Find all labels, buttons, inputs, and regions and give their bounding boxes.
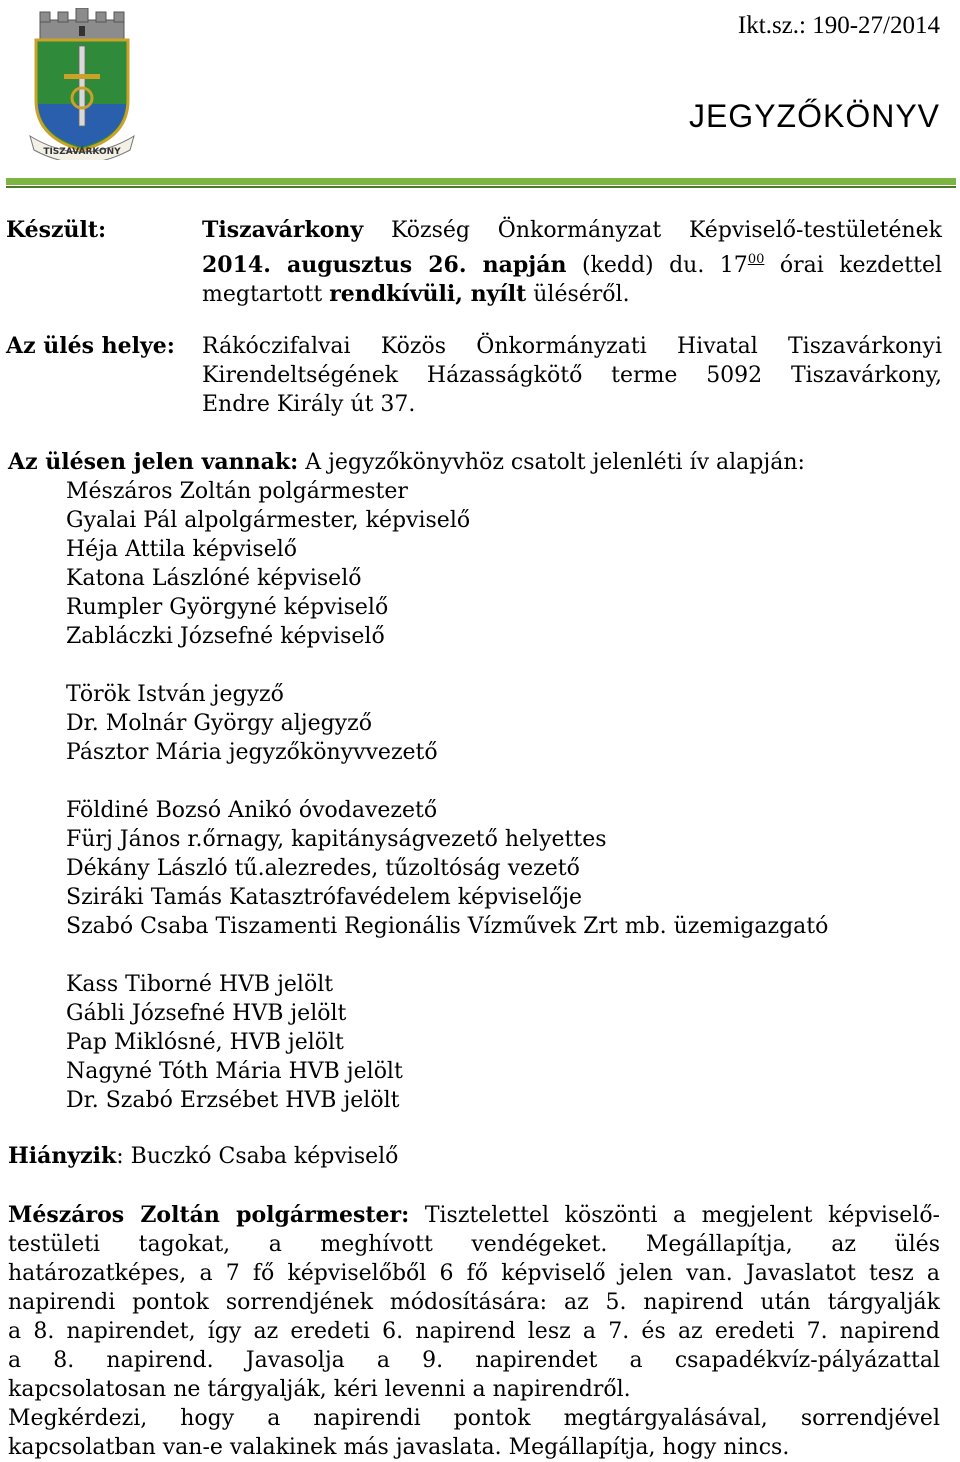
- list-item: Nagyné Tóth Mária HVB jelölt: [66, 1059, 403, 1084]
- place-label: Az ülés helye:: [6, 333, 175, 359]
- attendees-heading: Az ülésen jelen vannak: A jegyzőkönyvhöz csatolt jelenléti ív alapján:: [8, 449, 805, 475]
- list-item: Rumpler Györgyné képviselő: [66, 595, 389, 620]
- mayor-statement: [8, 1201, 940, 1462]
- place-value: [202, 332, 942, 419]
- statement-line: kapcsolatban van-e valakinek más javaslata. Megállapítja, hogy nincs.: [8, 1435, 790, 1460]
- list-item: Sziráki Tamás Katasztrófavédelem képviselője: [66, 885, 583, 910]
- list-item: Dr. Szabó Erzsébet HVB jelölt: [66, 1088, 400, 1113]
- reference-number: Ikt.sz.: 190-27/2014: [737, 12, 940, 39]
- statement-line: kapcsolatosan ne tárgyalják, kéri levenni a napirendről.: [8, 1377, 631, 1402]
- statement-line: a 8. napirend. Javasolja a 9. napirendet a csapadékvíz-pályázattal: [8, 1348, 940, 1373]
- place-line-2: Kirendeltségének Házasságkötő terme 5092 Tiszavárkony,: [202, 363, 942, 388]
- list-item: Pásztor Mária jegyzőkönyvvezető: [66, 740, 438, 765]
- list-item: Török István jegyző: [66, 682, 284, 707]
- statement-line: a 8. napirendet, így az eredeti 6. napirend lesz a 7. és az eredeti 7. napirend: [8, 1319, 940, 1344]
- place-line-1: Rákóczifalvai Közös Önkormányzati Hivatal Tiszavárkonyi: [202, 334, 942, 359]
- document-title: JEGYZŐKÖNYV: [688, 98, 940, 134]
- list-item: Gyalai Pál alpolgármester, képviselő: [66, 508, 471, 533]
- place-line-3: Endre Király út 37.: [202, 392, 416, 417]
- list-item: Földiné Bozsó Anikó óvodavezető: [66, 798, 438, 823]
- list-item: Dékány László tű.alezredes, tűzoltóság vezető: [66, 856, 580, 881]
- statement-line: Mészáros Zoltán polgármester: Tisztelettel köszönti a megjelent képviselő-: [8, 1202, 940, 1228]
- list-item: Szabó Csaba Tiszamenti Regionális Vízművek Zrt mb. üzemigazgató: [66, 914, 829, 939]
- svg-text:TISZAVÁRKONY: TISZAVÁRKONY: [43, 147, 121, 157]
- list-item: Mészáros Zoltán polgármester: [66, 479, 408, 504]
- statement-line: Megkérdezi, hogy a napirendi pontok megtárgyalásával, sorrendjével: [8, 1406, 940, 1431]
- list-item: Dr. Molnár György aljegyző: [66, 711, 372, 736]
- statement-line: határozatképes, a 7 fő képviselőből 6 fő képviselő jelen van. Javaslatot tesz a: [8, 1261, 940, 1286]
- list-item: Gábli Józsefné HVB jelölt: [66, 1001, 347, 1026]
- municipality-crest-logo: [26, 8, 138, 160]
- header-divider: [6, 178, 956, 185]
- made-line-3: megtartott rendkívüli, nyílt üléséről.: [202, 281, 630, 307]
- attendees-section: [8, 448, 944, 1115]
- list-item: Kass Tiborné HVB jelölt: [66, 972, 334, 997]
- list-item: Katona Lászlóné képviselő: [66, 566, 362, 591]
- made-line-1: Tiszavárkony Község Önkormányzat Képviselő-testületének: [202, 217, 942, 243]
- list-item: Fürj János r.őrnagy, kapitányságvezető helyettes: [66, 827, 607, 852]
- list-item: Zabláczki Józsefné képviselő: [66, 624, 385, 649]
- list-item: Pap Miklósné, HVB jelölt: [66, 1030, 344, 1055]
- statement-line: napirendi pontok sorrendjének módosítására: az 5. napirend után tárgyalják: [8, 1290, 940, 1315]
- list-item: Héja Attila képviselő: [66, 537, 297, 562]
- absent-line: Hiányzik: Buczkó Csaba képviselő: [8, 1143, 399, 1169]
- made-label: Készült:: [6, 217, 107, 243]
- attendees-list: [66, 477, 944, 1115]
- header-divider-shadow: [6, 186, 956, 188]
- made-value: [202, 216, 942, 309]
- made-line-2: 2014. augusztus 26. napján (kedd) du. $17^{00}$ órai kezdettel: [202, 252, 942, 278]
- statement-line: testületi tagokat, a meghívott vendégeket. Megállapítja, az ülés: [8, 1232, 940, 1257]
